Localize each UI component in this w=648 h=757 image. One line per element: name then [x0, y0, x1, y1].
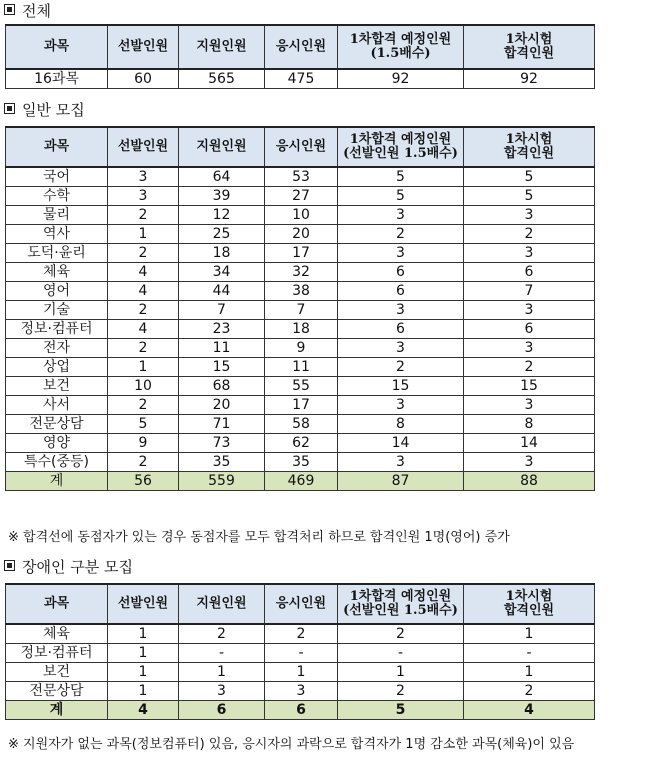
value-cell: 2	[338, 358, 464, 377]
table-row	[6, 434, 595, 453]
value-cell: 1	[108, 225, 179, 244]
table-row	[6, 263, 595, 282]
value-cell: 2	[464, 225, 595, 244]
value-cell: 3	[338, 339, 464, 358]
value-cell: 3	[464, 339, 595, 358]
header-selected: 선발인원	[108, 584, 179, 624]
value-cell: 7	[179, 301, 265, 320]
value-cell: 6	[464, 263, 595, 282]
value-cell: -	[464, 644, 595, 663]
value-cell: 5	[464, 187, 595, 206]
square-bullet-icon	[4, 103, 15, 114]
table-row	[6, 663, 595, 682]
value-cell: 1	[464, 663, 595, 682]
subject-cell: 보건	[6, 663, 108, 682]
value-cell: 15	[179, 358, 265, 377]
value-cell: 7	[464, 282, 595, 301]
value-cell: 3	[464, 396, 595, 415]
value-cell: 6	[464, 320, 595, 339]
value-cell: 2	[179, 624, 265, 644]
value-cell: 3	[338, 301, 464, 320]
total-label: 계	[6, 472, 108, 491]
table-row	[6, 167, 595, 187]
table-row	[6, 339, 595, 358]
header-passed: 1차시험 합격인원	[464, 25, 595, 69]
value-cell: 1	[108, 682, 179, 701]
subject-cell: 전문상담	[6, 682, 108, 701]
value-cell: 3	[108, 167, 179, 187]
square-bullet-icon	[4, 560, 15, 571]
header-passed: 1차시험 합격인원	[464, 584, 595, 624]
table-row	[6, 624, 595, 644]
value-cell: 2	[108, 301, 179, 320]
square-bullet-icon	[4, 4, 15, 15]
value-cell: 8	[338, 415, 464, 434]
header-expected: 1차합격 예정인원 (1.5배수)	[338, 25, 464, 69]
value-cell: 1	[108, 358, 179, 377]
header-subject: 과목	[6, 127, 108, 167]
value-cell: 9	[265, 339, 338, 358]
value-cell: 2	[108, 206, 179, 225]
value-cell: 27	[265, 187, 338, 206]
value-cell: 3	[108, 187, 179, 206]
table-row	[6, 453, 595, 472]
total-value: 469	[265, 472, 338, 491]
value-cell: 64	[179, 167, 265, 187]
table-row	[6, 415, 595, 434]
value-cell: 6	[338, 263, 464, 282]
value-cell: 32	[265, 263, 338, 282]
value-cell: 6	[338, 320, 464, 339]
value-cell: 3	[338, 396, 464, 415]
header-row	[6, 25, 595, 69]
table-row	[6, 187, 595, 206]
subject-cell: 체육	[6, 263, 108, 282]
subject-cell: 정보·컴퓨터	[6, 320, 108, 339]
subject-cell: 국어	[6, 167, 108, 187]
value-cell: 5	[464, 167, 595, 187]
value-cell: 1	[338, 663, 464, 682]
value-cell: 2	[338, 682, 464, 701]
subject-cell: 전자	[6, 339, 108, 358]
header-row	[6, 584, 595, 624]
value-cell: 62	[265, 434, 338, 453]
value-cell: 2	[464, 682, 595, 701]
header-takers: 응시인원	[265, 584, 338, 624]
value-cell: 1	[108, 644, 179, 663]
header-selected: 선발인원	[108, 127, 179, 167]
value-cell: 2	[108, 453, 179, 472]
value-cell: 2	[464, 358, 595, 377]
value-cell: 11	[179, 339, 265, 358]
value-cell: 3	[464, 453, 595, 472]
value-cell: 6	[338, 282, 464, 301]
header-applicants: 지원인원	[179, 584, 265, 624]
value-cell: 71	[179, 415, 265, 434]
value-cell: 2	[108, 339, 179, 358]
value-cell: 2	[338, 624, 464, 644]
subject-cell: 체육	[6, 624, 108, 644]
value-cell: 3	[338, 453, 464, 472]
total-value: 5	[338, 701, 464, 720]
value-cell: 2	[338, 225, 464, 244]
section-title-overall: 전체	[4, 2, 51, 20]
total-value: 6	[179, 701, 265, 720]
value-cell: 3	[265, 682, 338, 701]
subject-cell: 전문상담	[6, 415, 108, 434]
subject-cell: 도덕·윤리	[6, 244, 108, 263]
value-cell: 17	[265, 396, 338, 415]
value-cell: 2	[108, 244, 179, 263]
value-cell: 2	[265, 624, 338, 644]
subject-cell: 역사	[6, 225, 108, 244]
value-cell: 17	[265, 244, 338, 263]
value-cell: 1	[265, 663, 338, 682]
value-cell: 2	[108, 396, 179, 415]
value-cell: 4	[108, 263, 179, 282]
value-cell: 53	[265, 167, 338, 187]
subject-cell: 물리	[6, 206, 108, 225]
value-cell: 9	[108, 434, 179, 453]
table-row: 16과목 60 565 475 92 92	[6, 69, 595, 89]
value-cell: 18	[179, 244, 265, 263]
value-cell: 25	[179, 225, 265, 244]
total-value: 559	[179, 472, 265, 491]
value-cell: 1	[108, 624, 179, 644]
general-table	[5, 126, 595, 491]
section-title-general: 일반 모집	[4, 101, 85, 119]
value-cell: 3	[464, 301, 595, 320]
subject-cell: 사서	[6, 396, 108, 415]
value-cell: 44	[179, 282, 265, 301]
value-cell: 4	[108, 282, 179, 301]
value-cell: 1	[179, 663, 265, 682]
section-title-disabled: 장애인 구분 모집	[4, 558, 133, 576]
header-row	[6, 127, 595, 167]
table-row	[6, 301, 595, 320]
table-row	[6, 206, 595, 225]
value-cell: 34	[179, 263, 265, 282]
header-subject: 과목	[6, 25, 108, 69]
header-expected: 1차합격 예정인원 (선발인원 1.5배수)	[338, 127, 464, 167]
value-cell: 14	[338, 434, 464, 453]
value-cell: 3	[464, 244, 595, 263]
subject-cell: 기술	[6, 301, 108, 320]
header-takers: 응시인원	[265, 25, 338, 69]
total-value: 88	[464, 472, 595, 491]
value-cell: 7	[265, 301, 338, 320]
value-cell: 38	[265, 282, 338, 301]
table-row	[6, 377, 595, 396]
total-value: 4	[108, 701, 179, 720]
value-cell: 14	[464, 434, 595, 453]
value-cell: 58	[265, 415, 338, 434]
header-expected: 1차합격 예정인원 (선발인원 1.5배수)	[338, 584, 464, 624]
value-cell: 68	[179, 377, 265, 396]
value-cell: 35	[179, 453, 265, 472]
header-applicants: 지원인원	[179, 25, 265, 69]
value-cell: 4	[108, 320, 179, 339]
value-cell: -	[338, 644, 464, 663]
header-takers: 응시인원	[265, 127, 338, 167]
total-row	[6, 472, 595, 491]
total-row	[6, 701, 595, 720]
total-label: 계	[6, 701, 108, 720]
value-cell: -	[265, 644, 338, 663]
subject-cell: 영어	[6, 282, 108, 301]
header-applicants: 지원인원	[179, 127, 265, 167]
value-cell: 5	[338, 167, 464, 187]
note-general: ※ 합격선에 동점자가 있는 경우 동점자를 모두 합격처리 하므로 합격인원 1명(영어) 증가	[8, 530, 510, 545]
value-cell: 3	[464, 206, 595, 225]
header-subject: 과목	[6, 584, 108, 624]
overall-table	[5, 24, 595, 89]
value-cell: 10	[265, 206, 338, 225]
value-cell: 1	[108, 663, 179, 682]
value-cell: 1	[464, 624, 595, 644]
table-row	[6, 225, 595, 244]
subject-cell: 특수(중등)	[6, 453, 108, 472]
value-cell: 5	[108, 415, 179, 434]
subject-cell: 영양	[6, 434, 108, 453]
value-cell: 18	[265, 320, 338, 339]
header-selected: 선발인원	[108, 25, 179, 69]
subject-cell: 정보·컴퓨터	[6, 644, 108, 663]
value-cell: 12	[179, 206, 265, 225]
total-value: 87	[338, 472, 464, 491]
value-cell: 15	[338, 377, 464, 396]
header-passed: 1차시험 합격인원	[464, 127, 595, 167]
total-value: 56	[108, 472, 179, 491]
table-row	[6, 358, 595, 377]
value-cell: 20	[265, 225, 338, 244]
value-cell: -	[179, 644, 265, 663]
table-row	[6, 320, 595, 339]
table-row	[6, 644, 595, 663]
value-cell: 15	[464, 377, 595, 396]
disabled-table	[5, 583, 595, 720]
total-value: 6	[265, 701, 338, 720]
table-row	[6, 682, 595, 701]
subject-cell: 수학	[6, 187, 108, 206]
table-row	[6, 396, 595, 415]
table-row	[6, 244, 595, 263]
table-row	[6, 282, 595, 301]
value-cell: 10	[108, 377, 179, 396]
note-disabled: ※ 지원자가 없는 과목(정보컴퓨터) 있음, 응시자의 과락으로 합격자가 1명 감소한 과목(체육)이 있음	[8, 737, 575, 752]
value-cell: 3	[338, 244, 464, 263]
value-cell: 35	[265, 453, 338, 472]
total-value: 4	[464, 701, 595, 720]
value-cell: 3	[338, 206, 464, 225]
value-cell: 20	[179, 396, 265, 415]
value-cell: 23	[179, 320, 265, 339]
subject-cell: 보건	[6, 377, 108, 396]
value-cell: 8	[464, 415, 595, 434]
value-cell: 5	[338, 187, 464, 206]
value-cell: 39	[179, 187, 265, 206]
value-cell: 73	[179, 434, 265, 453]
subject-cell: 상업	[6, 358, 108, 377]
value-cell: 11	[265, 358, 338, 377]
value-cell: 55	[265, 377, 338, 396]
value-cell: 3	[179, 682, 265, 701]
